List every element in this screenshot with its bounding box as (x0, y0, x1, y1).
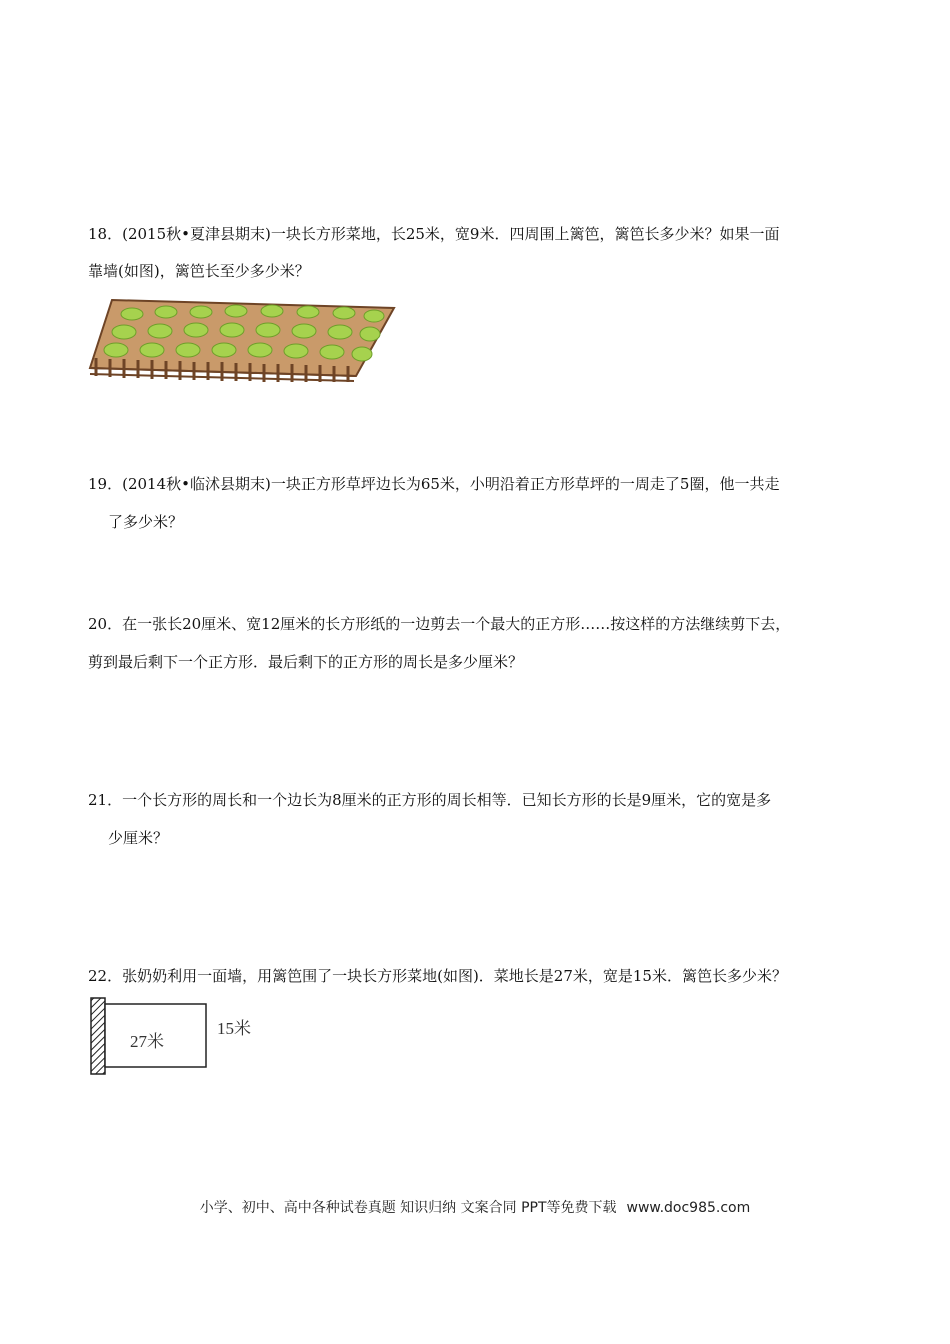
garden-width-label: 15米 (217, 1019, 251, 1038)
question-21-line-2: 少厘米？ (108, 829, 169, 847)
question-20-line-2: 剪到最后剩下一个正方形．最后剩下的正方形的周长是多少厘米？ (88, 653, 524, 671)
footer-text: 小学、初中、高中各种试卷真题 知识归纳 文案合同 PPT等免费下载 (199, 1200, 617, 1216)
garden-length-label: 27米 (130, 1032, 164, 1051)
question-21-line-1: 21．一个长方形的周长和一个边长为8厘米的正方形的周长相等．已知长方形的长是9厘米，它的宽是多 (88, 791, 772, 809)
footer-url[interactable]: www.doc985.com (626, 1200, 751, 1216)
question-19-line-2: 了多少米？ (108, 513, 184, 531)
page-footer (0, 1197, 950, 1217)
question-18-line-2: 靠墙(如图)，篱笆长至少多少米？ (88, 262, 310, 280)
wall-hatch (91, 998, 105, 1074)
question-20-line-1: 20．在一张长20厘米、宽12厘米的长方形纸的一边剪去一个最大的正方形……按这样的方法继续剪下去， (88, 615, 791, 633)
question-22-line-1: 22．张奶奶利用一面墙，用篱笆围了一块长方形菜地(如图)．菜地长是27米，宽是15米．篱笆长多少米？ (88, 967, 787, 985)
question-19-line-1: 19．(2014秋•临沭县期末)一块正方形草坪边长为65米，小明沿着正方形草坪的一周走了5圈，他一共走 (88, 475, 780, 493)
wall-garden-diagram (88, 996, 278, 1078)
question-18-line-1: 18．(2015秋•夏津县期末)一块长方形菜地，长25米，宽9米．四周围上篱笆，篱笆长多少米？如果一面 (88, 225, 780, 243)
vegetable-garden-illustration (86, 292, 402, 384)
